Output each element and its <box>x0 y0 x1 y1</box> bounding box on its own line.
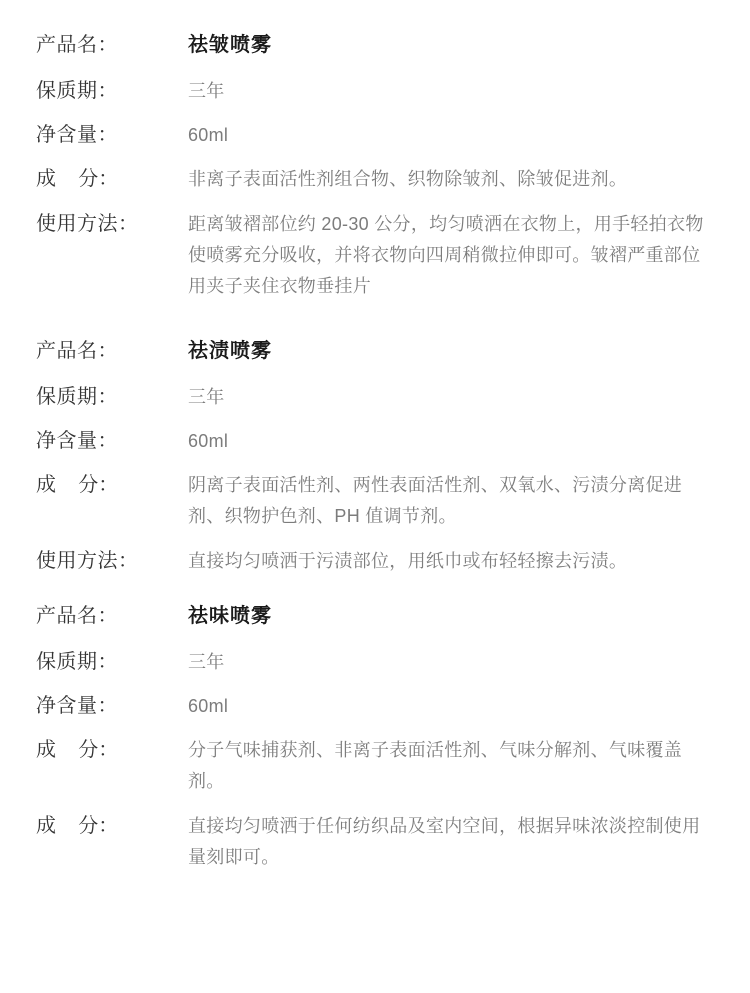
spec-label: 使用方法： <box>36 550 139 572</box>
spec-row <box>36 647 714 677</box>
spec-row <box>36 735 714 797</box>
spec-label: 成 分： <box>36 474 119 496</box>
product-block-1 <box>36 30 714 302</box>
spec-value-usage: 直接均匀喷洒于任何纺织品及室内空间，根据异味浓淡控制使用量刻即可。 <box>188 816 701 867</box>
spec-value-product-name: 祛味喷雾 <box>188 605 272 627</box>
spec-row <box>36 164 714 195</box>
spec-value-usage: 直接均匀喷洒于污渍部位，用纸巾或布轻轻擦去污渍。 <box>188 551 628 571</box>
spec-row <box>36 601 714 631</box>
spec-value-shelf-life: 三年 <box>188 81 225 101</box>
spec-value-product-name: 祛渍喷雾 <box>188 340 272 362</box>
spec-label: 保质期： <box>36 80 118 102</box>
spec-row <box>36 426 714 456</box>
spec-value-net-content: 60ml <box>188 696 229 716</box>
spec-value-net-content: 60ml <box>188 431 229 451</box>
spec-row <box>36 546 714 577</box>
spec-row <box>36 336 714 366</box>
spec-label: 保质期： <box>36 386 118 408</box>
spec-row <box>36 30 714 60</box>
spec-row <box>36 76 714 106</box>
spec-label: 使用方法： <box>36 213 139 235</box>
spec-row <box>36 470 714 532</box>
spec-row <box>36 382 714 412</box>
section-gap <box>36 591 714 601</box>
spec-label: 成 分： <box>36 168 119 190</box>
spec-label: 产品名： <box>36 34 118 56</box>
spec-row <box>36 120 714 150</box>
spec-value-ingredients: 分子气味捕获剂、非离子表面活性剂、气味分解剂、气味覆盖剂。 <box>188 740 683 791</box>
spec-label: 成 分： <box>36 815 119 837</box>
spec-value-shelf-life: 三年 <box>188 387 225 407</box>
spec-value-product-name: 祛皱喷雾 <box>188 34 272 56</box>
spec-value-net-content: 60ml <box>188 125 229 145</box>
spec-value-shelf-life: 三年 <box>188 652 225 672</box>
spec-row <box>36 209 714 302</box>
spec-value-ingredients: 阴离子表面活性剂、两性表面活性剂、双氧水、污渍分离促进剂、织物护色剂、PH 值调节剂。 <box>188 475 683 526</box>
spec-value-ingredients: 非离子表面活性剂组合物、织物除皱剂、除皱促进剂。 <box>188 169 628 189</box>
product-block-3 <box>36 601 714 873</box>
spec-value-usage: 距离皱褶部位约 20-30 公分，均匀喷洒在衣物上，用手轻拍衣物使喷雾充分吸收，并将衣物向四周稍微拉伸即可。皱褶严重部位用夹子夹住衣物垂挂片 <box>188 214 704 296</box>
spec-label: 产品名： <box>36 605 118 627</box>
spec-label: 保质期： <box>36 651 118 673</box>
spec-row <box>36 691 714 721</box>
spec-label: 净含量： <box>36 430 118 452</box>
section-gap <box>36 316 714 336</box>
spec-label: 净含量： <box>36 124 118 146</box>
spec-label: 成 分： <box>36 739 119 761</box>
spec-row <box>36 811 714 873</box>
product-block-2 <box>36 336 714 577</box>
spec-label: 产品名： <box>36 340 118 362</box>
spec-label: 净含量： <box>36 695 118 717</box>
